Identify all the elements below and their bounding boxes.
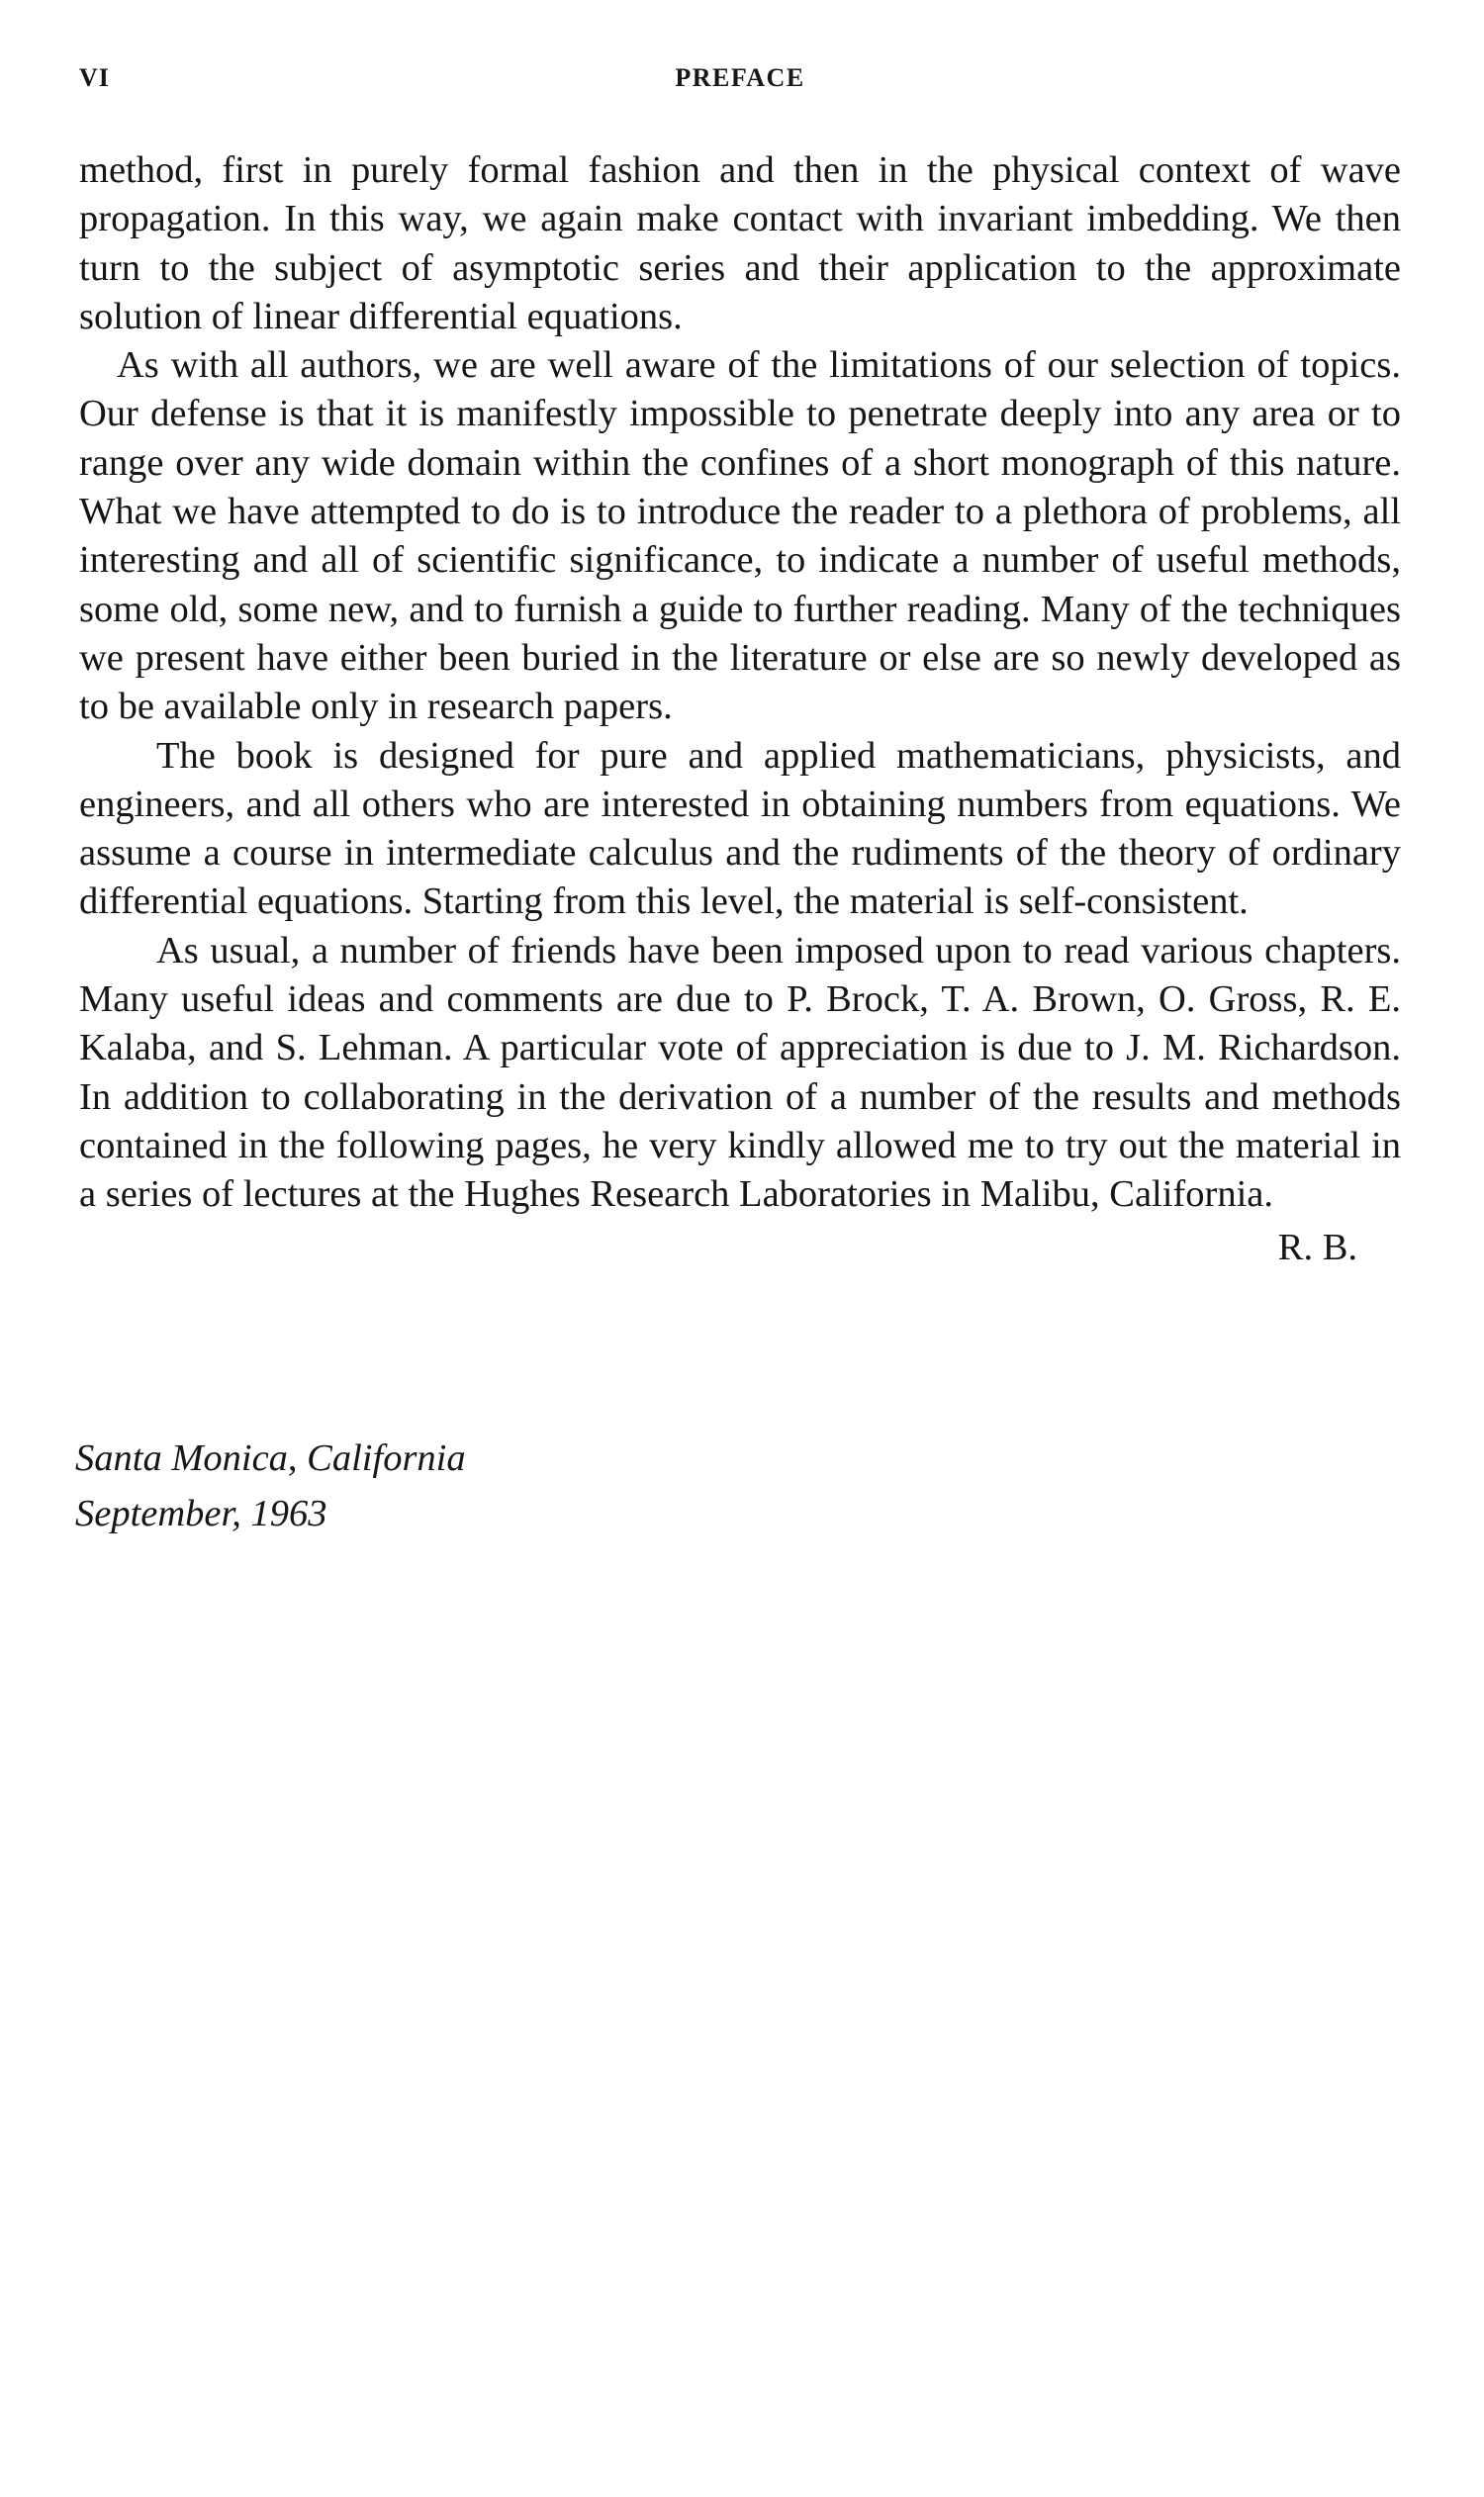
paragraph-acknowledgements: As usual, a number of friends have been imposed upon to read various chapters. Many useful ideas and comments are due to P. Brock, T. A. Brown, O. Gross, R. E. Kalaba, and S. Lehman. A particular vote of appreciation is due to J. M. Richardson. In addition to collaborating in the derivation of a number of the results and methods contained in the following pages, he very kindly allowed me to try out the material in a series of lectures at the Hughes Research Laboratories in Malibu, California. xyxy=(79,929,1401,1216)
author-signature: R. B. xyxy=(1277,1226,1357,1268)
paragraph-limitations: As with all authors, we are well aware of the limitations of our selection of topics. Our defense is that it is manifestly impossible to penetrate deeply into any area or to range over any wide domain within the confines of a short monograph of this nature. What we have attempted to do is to introduce the reader to a plethora of problems, all interesting and all of scientific significance, to indicate a number of useful methods, some old, some new, and to furnish a guide to further reading. Many of the techniques we present have either been buried in the literature or else are so newly developed as to be available only in research papers. xyxy=(79,344,1401,728)
paragraph-continuation: method, first in purely formal fashion and then in the physical context of wave propagation. In this way, we again make contact with invariant imbedding. We then turn to the subject of asymptotic series and their application to the approximate solution of linear differential equations. xyxy=(79,149,1401,337)
date-line: September, 1963 xyxy=(75,1493,327,1534)
place-date-block xyxy=(75,1431,466,1541)
running-head xyxy=(79,63,1401,103)
section-title: PREFACE xyxy=(675,63,805,92)
paragraph-audience: The book is designed for pure and applied mathematicians, physicists, and engineers, and all others who are interested in obtaining numbers from equations. We assume a course in intermediate calculus and the rudiments of the theory of ordinary differential equations. Starting from this level, the material is self-consistent. xyxy=(79,734,1401,923)
page-number: VI xyxy=(79,63,110,92)
preface-body xyxy=(79,146,1401,1272)
place-line: Santa Monica, California xyxy=(75,1437,466,1479)
